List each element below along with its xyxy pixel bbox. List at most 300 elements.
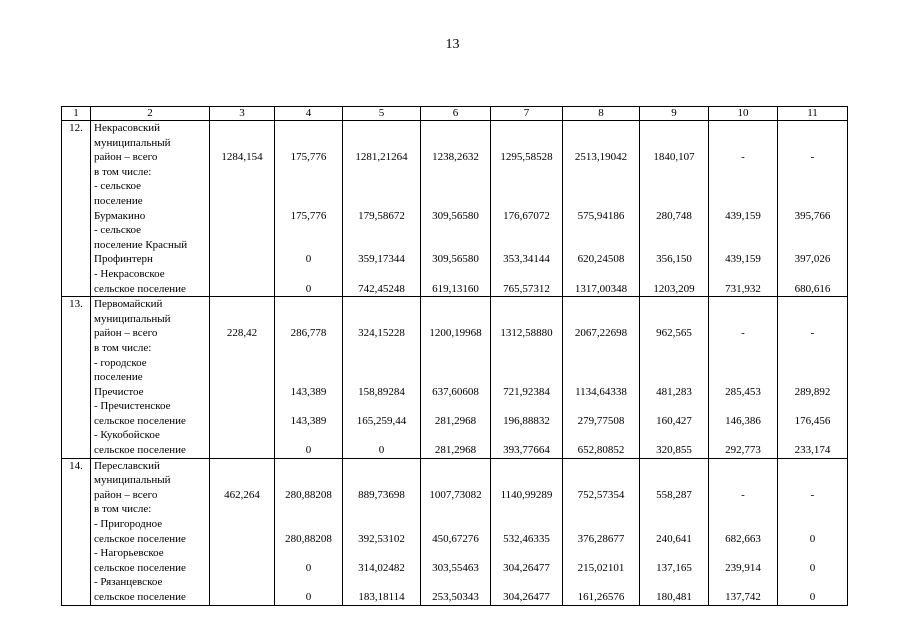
value-line: 1140,99289 <box>500 488 553 501</box>
value-line <box>213 179 271 194</box>
value-line <box>346 459 417 474</box>
value-line: 2067,22698 <box>574 327 628 340</box>
value-line: 619,13160 <box>432 282 479 295</box>
value-line: 731,932 <box>725 282 761 295</box>
value-line: 303,55463 <box>432 561 479 574</box>
territory-name-line: Некрасовский <box>94 122 161 134</box>
value-line <box>213 356 271 371</box>
value-line <box>213 312 271 327</box>
value-line <box>424 356 487 371</box>
value-line: 392,53102 <box>358 532 405 545</box>
value-line <box>494 473 559 488</box>
value-cell-col-9 <box>640 121 709 297</box>
value-line: 309,56580 <box>432 209 479 222</box>
value-line <box>712 136 774 151</box>
value-line: 393,77664 <box>503 444 550 457</box>
value-line <box>643 297 705 312</box>
value-line: 1281,21264 <box>355 151 408 164</box>
value-line <box>213 502 271 517</box>
territory-name-line: - Нагорьевское <box>94 547 164 560</box>
value-line <box>346 356 417 371</box>
value-line <box>424 267 487 282</box>
value-line: - <box>741 327 745 340</box>
value-line <box>213 399 271 414</box>
value-line <box>213 341 271 356</box>
value-line <box>566 575 636 590</box>
value-cell-col-8 <box>563 297 640 459</box>
value-line <box>781 223 844 238</box>
value-line <box>494 165 559 180</box>
value-cell-col-6 <box>421 458 491 605</box>
value-line: 180,481 <box>656 591 692 603</box>
value-line: 1007,73082 <box>429 488 482 501</box>
value-line: 0 <box>809 532 816 545</box>
value-line: 742,45248 <box>358 282 405 295</box>
value-line <box>346 370 417 385</box>
value-line <box>566 517 636 532</box>
value-line <box>213 370 271 385</box>
value-line <box>346 341 417 356</box>
value-cell-col-11 <box>778 297 848 459</box>
value-line <box>494 428 559 443</box>
value-line <box>712 341 774 356</box>
value-line <box>346 179 417 194</box>
value-line <box>566 370 636 385</box>
value-line <box>346 121 417 136</box>
value-line <box>781 297 844 312</box>
value-line: 175,776 <box>290 151 327 164</box>
value-line <box>213 194 271 209</box>
value-cell-col-10 <box>709 458 778 605</box>
value-line: 620,24508 <box>577 253 625 266</box>
value-line <box>213 252 271 267</box>
value-line: 143,389 <box>290 385 327 398</box>
value-line <box>712 267 774 282</box>
value-cell-col-5 <box>343 458 421 605</box>
row-number: 12. <box>62 121 91 297</box>
territory-name-line: - городское <box>94 356 147 369</box>
data-table <box>61 106 848 606</box>
value-line <box>278 238 339 253</box>
value-line <box>278 223 339 238</box>
value-line: 158,89284 <box>358 385 405 398</box>
value-line: 233,174 <box>794 444 831 457</box>
value-line: 196,88832 <box>503 414 550 427</box>
value-line <box>346 194 417 209</box>
value-line <box>424 136 487 151</box>
value-line: 240,641 <box>656 532 692 545</box>
value-line: 228,42 <box>226 327 258 340</box>
value-line: 359,17344 <box>358 253 405 266</box>
value-line: 0 <box>305 444 312 457</box>
column-header-9: 9 <box>640 107 709 121</box>
value-cell-col-6 <box>421 121 491 297</box>
value-line <box>643 356 705 371</box>
value-line <box>712 165 774 180</box>
column-header-8: 8 <box>563 107 640 121</box>
value-line <box>781 459 844 474</box>
value-line: 279,77508 <box>577 414 625 427</box>
value-line <box>712 473 774 488</box>
column-header-2: 2 <box>91 107 210 121</box>
value-line <box>346 312 417 327</box>
value-line: 1284,154 <box>221 151 263 164</box>
value-line <box>213 532 271 547</box>
value-line: 0 <box>378 444 385 457</box>
value-line <box>566 502 636 517</box>
value-line: 462,264 <box>224 488 260 501</box>
value-line <box>346 428 417 443</box>
value-line <box>566 473 636 488</box>
value-cell-col-6 <box>421 297 491 459</box>
territory-name-line: Пречистое <box>94 385 144 398</box>
value-cell-col-4 <box>275 297 343 459</box>
territory-name-line: - Пригородное <box>94 518 163 531</box>
value-line <box>278 179 339 194</box>
value-line <box>213 223 271 238</box>
value-line: 1203,209 <box>653 282 695 295</box>
value-line <box>346 546 417 561</box>
territory-name-cell <box>91 297 210 459</box>
value-line <box>566 428 636 443</box>
value-cell-col-11 <box>778 458 848 605</box>
territory-name-line: сельское поселение <box>94 532 186 545</box>
column-header-5: 5 <box>343 107 421 121</box>
value-line <box>424 428 487 443</box>
value-line <box>781 473 844 488</box>
territory-name-line: - сельское <box>94 180 142 193</box>
territory-name-line: сельское поселение <box>94 444 186 457</box>
value-line <box>424 194 487 209</box>
value-line <box>424 575 487 590</box>
value-line <box>712 399 774 414</box>
value-line <box>712 370 774 385</box>
value-line <box>278 136 339 151</box>
value-line: 0 <box>305 282 312 295</box>
value-line: 324,15228 <box>358 327 405 340</box>
value-line <box>566 297 636 312</box>
value-line <box>494 297 559 312</box>
value-line: 314,02482 <box>358 561 405 574</box>
value-line: 320,855 <box>656 444 692 457</box>
value-line <box>494 575 559 590</box>
value-line <box>643 121 705 136</box>
value-line <box>213 297 271 312</box>
value-line: 752,57354 <box>577 488 625 501</box>
value-line <box>712 297 774 312</box>
value-line <box>494 356 559 371</box>
value-line <box>643 399 705 414</box>
value-line: 175,776 <box>290 209 327 222</box>
territory-name-cell <box>91 121 210 297</box>
value-line: 575,94186 <box>577 209 625 222</box>
value-line <box>494 399 559 414</box>
value-line: 280,748 <box>656 209 692 222</box>
value-line <box>213 428 271 443</box>
value-line <box>781 341 844 356</box>
value-line: 281,2968 <box>434 444 477 457</box>
page-number: 13 <box>445 37 460 52</box>
value-line <box>566 136 636 151</box>
value-line <box>278 517 339 532</box>
value-line <box>346 297 417 312</box>
value-cell-col-4 <box>275 458 343 605</box>
value-line <box>213 546 271 561</box>
territory-name-line: - Некрасовское <box>94 267 165 280</box>
value-line: 765,57312 <box>503 282 550 295</box>
value-cell-col-10 <box>709 121 778 297</box>
value-line <box>278 297 339 312</box>
value-line <box>712 223 774 238</box>
value-line <box>213 561 271 576</box>
value-line <box>781 399 844 414</box>
value-line <box>424 517 487 532</box>
value-line: - <box>810 151 815 164</box>
value-line <box>494 546 559 561</box>
territory-name-line: поселение <box>94 194 143 207</box>
value-cell-col-8 <box>563 458 640 605</box>
value-line <box>424 312 487 327</box>
value-line <box>566 546 636 561</box>
value-line <box>643 575 705 590</box>
value-line: 353,34144 <box>503 253 550 266</box>
value-line: 0 <box>305 591 312 603</box>
value-line <box>278 165 339 180</box>
value-line <box>424 297 487 312</box>
value-line <box>643 136 705 151</box>
value-line: 292,773 <box>725 444 761 457</box>
value-line: - <box>810 327 815 340</box>
value-line <box>566 165 636 180</box>
value-line <box>494 502 559 517</box>
territory-name-line: - Кукобойское <box>94 429 160 442</box>
value-line <box>566 238 636 253</box>
territory-name-line: поселение <box>94 371 143 384</box>
value-line <box>643 517 705 532</box>
value-line: 0 <box>305 253 312 266</box>
value-cell-col-9 <box>640 297 709 459</box>
value-line <box>643 194 705 209</box>
value-line <box>213 473 271 488</box>
value-line <box>494 312 559 327</box>
value-line <box>781 546 844 561</box>
territory-name-line: район – всего <box>94 327 158 340</box>
value-line <box>566 194 636 209</box>
value-cell-col-9 <box>640 458 709 605</box>
value-line <box>424 546 487 561</box>
value-line <box>213 267 271 282</box>
value-line: 397,026 <box>794 253 831 266</box>
territory-name-line: сельское поселение <box>94 414 186 427</box>
value-line <box>566 399 636 414</box>
value-line <box>213 459 271 474</box>
value-cell-col-3 <box>210 458 275 605</box>
value-line <box>213 443 271 458</box>
value-line <box>781 121 844 136</box>
value-line: 0 <box>809 591 816 603</box>
territory-name-line: Первомайский <box>94 298 163 311</box>
value-line <box>643 546 705 561</box>
value-line <box>712 312 774 327</box>
value-line <box>278 459 339 474</box>
value-line: 481,283 <box>656 385 692 398</box>
value-line <box>643 370 705 385</box>
value-line <box>494 267 559 282</box>
value-line: 176,67072 <box>503 209 550 222</box>
row-number: 14. <box>62 458 91 605</box>
value-line: 176,456 <box>794 414 831 427</box>
column-header-11: 11 <box>778 107 848 121</box>
value-line <box>424 223 487 238</box>
value-line <box>781 165 844 180</box>
value-line <box>494 370 559 385</box>
territory-name-line: сельское поселение <box>94 591 186 603</box>
value-line <box>213 385 271 400</box>
value-line <box>781 238 844 253</box>
value-line <box>346 136 417 151</box>
value-cell-col-8 <box>563 121 640 297</box>
value-line <box>278 121 339 136</box>
value-line: 637,60608 <box>432 385 479 398</box>
value-line: 356,150 <box>656 253 692 266</box>
territory-name-cell <box>91 458 210 605</box>
column-header-7: 7 <box>491 107 563 121</box>
value-line <box>346 165 417 180</box>
value-line <box>781 312 844 327</box>
value-line <box>781 136 844 151</box>
territory-name-line: в том числе: <box>94 165 152 178</box>
value-line <box>781 179 844 194</box>
value-line: 286,778 <box>290 327 327 340</box>
column-header-6: 6 <box>421 107 491 121</box>
value-line: 161,26576 <box>577 591 625 603</box>
value-line <box>278 473 339 488</box>
value-line: 309,56580 <box>432 253 479 266</box>
value-line <box>494 238 559 253</box>
value-line: 281,2968 <box>434 414 477 427</box>
value-line <box>712 517 774 532</box>
territory-name-line: сельское поселение <box>94 561 186 574</box>
value-line <box>566 121 636 136</box>
value-line: 1317,00348 <box>574 282 628 295</box>
territory-name-line: - Рязанцевское <box>94 576 163 589</box>
value-line <box>346 267 417 282</box>
table-row <box>62 121 848 297</box>
value-line <box>494 341 559 356</box>
value-line: 395,766 <box>794 209 831 222</box>
value-line: - <box>741 151 745 164</box>
value-line <box>781 428 844 443</box>
territory-name-line: - сельское <box>94 224 142 237</box>
value-line <box>566 356 636 371</box>
value-line: 304,26477 <box>503 561 550 574</box>
value-line: 889,73698 <box>358 488 405 501</box>
value-line: - <box>810 488 815 501</box>
value-line <box>346 502 417 517</box>
value-line <box>643 428 705 443</box>
value-line <box>424 165 487 180</box>
territory-name-line: муниципальный <box>94 312 171 325</box>
value-line <box>424 179 487 194</box>
value-line: 2513,19042 <box>574 151 628 164</box>
value-line <box>643 267 705 282</box>
territory-name-line: район – всего <box>94 488 158 501</box>
value-line: 680,616 <box>794 282 831 295</box>
value-line: 0 <box>305 561 312 574</box>
value-line <box>424 341 487 356</box>
value-line: 143,389 <box>290 414 327 427</box>
territory-name-line: - Пречистенское <box>94 400 171 413</box>
value-line <box>346 575 417 590</box>
value-line <box>643 238 705 253</box>
value-line <box>278 356 339 371</box>
territory-name-line: район – всего <box>94 151 158 164</box>
value-line <box>712 121 774 136</box>
value-line <box>424 502 487 517</box>
value-line <box>712 356 774 371</box>
value-line <box>278 312 339 327</box>
value-line <box>566 312 636 327</box>
value-line <box>494 121 559 136</box>
territory-name-line: в том числе: <box>94 503 152 516</box>
value-line <box>643 223 705 238</box>
value-line: 215,02101 <box>577 561 625 574</box>
value-line: 1312,58880 <box>500 327 553 340</box>
value-line <box>346 399 417 414</box>
value-line: 1238,2632 <box>432 151 479 164</box>
value-line <box>643 312 705 327</box>
value-line <box>712 459 774 474</box>
value-line <box>712 238 774 253</box>
value-line <box>494 517 559 532</box>
table-row <box>62 297 848 459</box>
value-line <box>424 121 487 136</box>
value-cell-col-5 <box>343 121 421 297</box>
value-line: 532,46335 <box>503 532 550 545</box>
territory-name-line: Профинтерн <box>94 253 153 266</box>
value-line <box>346 223 417 238</box>
value-line: 137,742 <box>725 591 761 603</box>
value-line <box>566 459 636 474</box>
value-line: 165,259,44 <box>356 414 407 427</box>
value-cell-col-10 <box>709 297 778 459</box>
value-line <box>566 341 636 356</box>
value-line <box>278 370 339 385</box>
value-cell-col-4 <box>275 121 343 297</box>
value-line <box>566 267 636 282</box>
value-line <box>424 399 487 414</box>
value-line <box>643 502 705 517</box>
value-line <box>424 459 487 474</box>
value-line <box>424 370 487 385</box>
value-line <box>278 341 339 356</box>
value-line <box>424 473 487 488</box>
value-line <box>494 136 559 151</box>
column-header-3: 3 <box>210 107 275 121</box>
header-row <box>62 107 848 121</box>
value-line <box>213 517 271 532</box>
value-line <box>781 517 844 532</box>
value-line: 1134,64338 <box>575 385 627 398</box>
territory-name-line: в том числе: <box>94 341 152 354</box>
territory-name-line: Бурмакино <box>94 209 146 222</box>
value-line: 721,92384 <box>503 385 550 398</box>
value-cell-col-5 <box>343 297 421 459</box>
value-cell-col-11 <box>778 121 848 297</box>
value-line <box>781 370 844 385</box>
value-line <box>494 223 559 238</box>
territory-name-line: Переславский <box>94 459 160 472</box>
